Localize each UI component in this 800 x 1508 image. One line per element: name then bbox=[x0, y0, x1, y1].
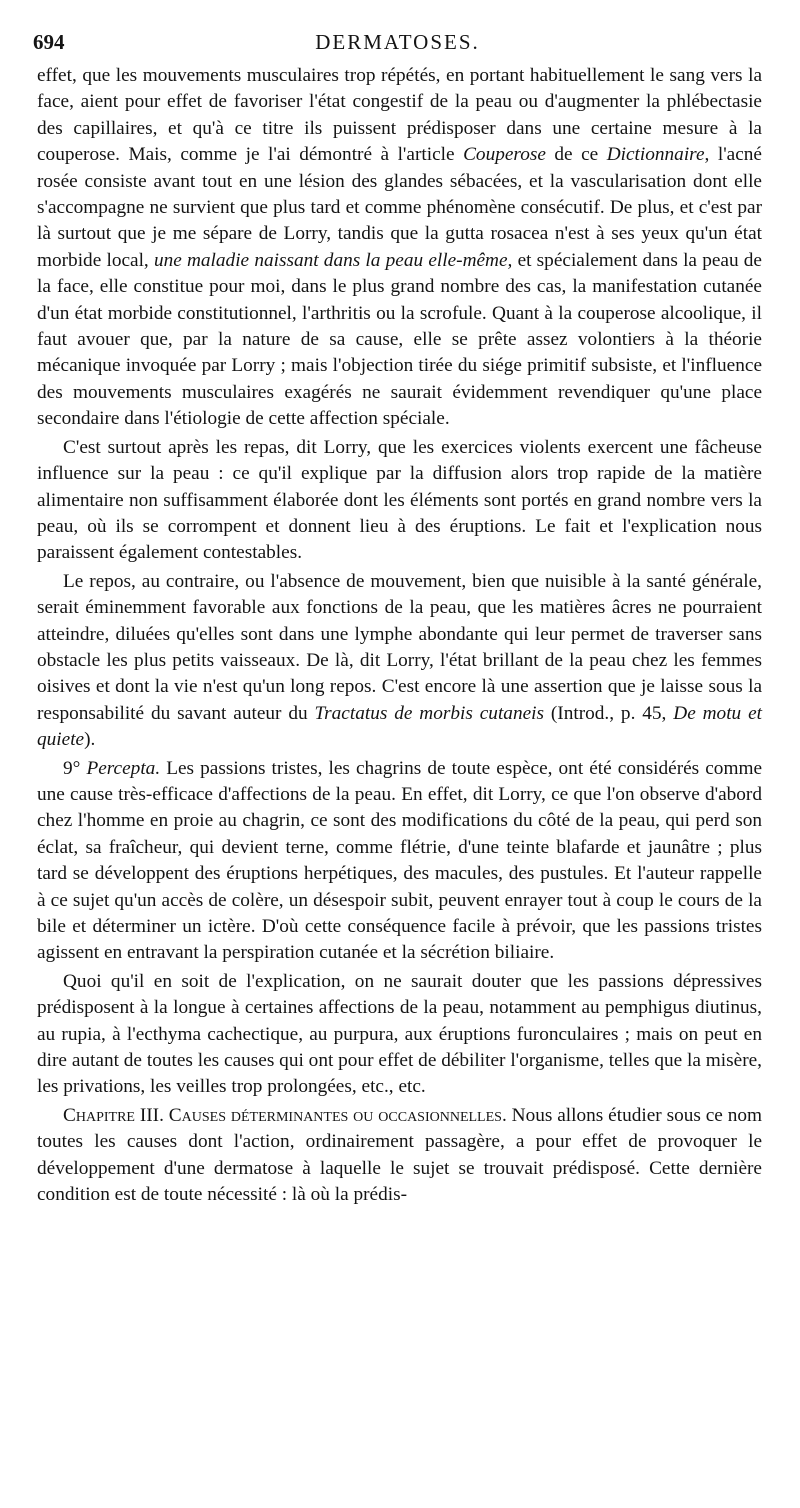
text-run: de ce bbox=[545, 144, 607, 166]
italic-run: une maladie naissant dans la peau elle-même, bbox=[153, 249, 513, 271]
text-run: (Introd., p. 45, bbox=[544, 702, 674, 724]
text-run: effet, que les mouvements musculaires trop répétés, en portant habituellement le sang vers la face, aient pour effet de favoriser l'état congestif de la peau ou d'augmenter la phlébectasie des capillaires, et qu'à ce titre ils puissent prédisposer dans une certaine mesure à la couperose. Mais, comme je l'ai démontré à l'article bbox=[37, 65, 762, 166]
page-header bbox=[33, 30, 762, 60]
paragraph-2: C'est surtout après les repas, dit Lorry, que les exercices violents exercent une fâcheuse influence sur la peau : ce qu'il explique par la diffusion alors trop rapide de la matière alimentaire non suffisamment élaborée dont les éléments sont portés en grand nombre vers la peau, où ils se corrompent et donnent lieu à des éruptions. Le fait et l'explication nous paraissent également contestables. bbox=[37, 436, 762, 564]
italic-run: Tractatus de morbis cutaneis bbox=[314, 702, 544, 724]
paragraph-3 bbox=[37, 569, 762, 754]
paragraph-1 bbox=[37, 63, 762, 433]
paragraph-6 bbox=[37, 1103, 762, 1209]
paragraph-5: Quoi qu'il en soit de l'explication, on ne saurait douter que les passions dépressives prédisposent à la longue à certaines affections de la peau, notamment au pemphigus diutinus, au rupia, à l'ecthyma cachectique, au purpura, aux éruptions furonculaires ; mais on peut en dire autant de toutes les causes qui ont pour effet de débiliter l'organisme, telles que la misère, les privations, les veilles trop prolongées, etc., etc. bbox=[37, 970, 762, 1098]
paragraph-4 bbox=[37, 756, 762, 967]
body-text bbox=[37, 63, 762, 1208]
text-run: , l'acné rosée consiste avant tout en une lésion des glandes sébacées, et la vascularisation dont elle s'accompagne ne survient que plus tard et comme phénomène consécutif. De plus, et c'est par là surtout que je me sépare de Lorry, tandis que la gutta rosacea n'est à ses yeux qu'un état morbide local, bbox=[37, 144, 762, 271]
running-title: DERMATOSES. bbox=[315, 30, 480, 54]
italic-run: Dictionnaire bbox=[606, 144, 705, 166]
text-run: ). bbox=[84, 729, 96, 751]
italic-run: Percepta. bbox=[86, 757, 161, 779]
text-run: Les passions tristes, les chagrins de toute espèce, ont été considérés comme une cause très-efficace d'affections de la peau. En effet, dit Lorry, ce que l'on observe d'abord chez l'homme en proie au chagrin, ce sont des modifications du côté de la peau, qui perd son éclat, sa fraîcheur, qui devient terne, comme flétrie, d'une teinte blafarde et jaunâtre ; plus tard se développent des éruptions herpétiques, des macules, des pustules. Et l'auteur rappelle à ce sujet qu'un accès de colère, un désespoir subit, peuvent enrayer tout à coup le cours de la bile et déterminer un ictère. D'où cette conséquence facile à prévoir, que les passions tristes agissent en entravant la perspiration cutanée et la sécrétion biliaire. bbox=[37, 757, 763, 964]
text-run: Nous allons étudier sous ce nom toutes les causes dont l'action, ordinairement passagère, a pour effet de provoquer le développement d'une dermatose à laquelle le sujet se trouvait prédisposé. Cette dernière condition est de toute nécessité : là où la prédis- bbox=[37, 1104, 762, 1206]
text-run: et spécialement dans la peau de la face, elle constitue pour moi, dans le plus grand nombre des cas, la manifestation cutanée d'un état morbide constitutionnel, l'arthritis ou la scrofule. Quant à la couperose alcoolique, il faut avouer que, par la nature de sa cause, elle se prête assez volontiers à la théorie mécanique invoquée par Lorry ; mais l'objection tirée du siége primitif subsiste, et l'influence des mouvements musculaires exagérés ne saurait évidemment revendiquer qu'une place secondaire dans l'étiologie de cette affection spéciale. bbox=[37, 249, 762, 430]
italic-run: Couperose bbox=[463, 144, 546, 166]
chapter-heading: Chapitre III. Causes déterminantes ou occasionnelles. bbox=[63, 1104, 507, 1126]
text-run: 9° bbox=[63, 757, 87, 779]
page-number: 694 bbox=[33, 30, 65, 54]
text-run: Le repos, au contraire, ou l'absence de mouvement, bien que nuisible à la santé générale, serait éminemment favorable aux fonctions de la peau, que les matières âcres ne pourraient atteindre, diluées qu'elles sont dans une lymphe abondante qui leur permet de traverser sans obstacle les plus petits vaisseaux. De là, dit Lorry, l'état brillant de la peau chez les femmes oisives et dont la vie n'est qu'un long repos. C'est encore là une assertion que je laisse sous la responsabilité du savant auteur du bbox=[37, 570, 762, 724]
italic-run: De motu et quiete bbox=[37, 702, 762, 751]
